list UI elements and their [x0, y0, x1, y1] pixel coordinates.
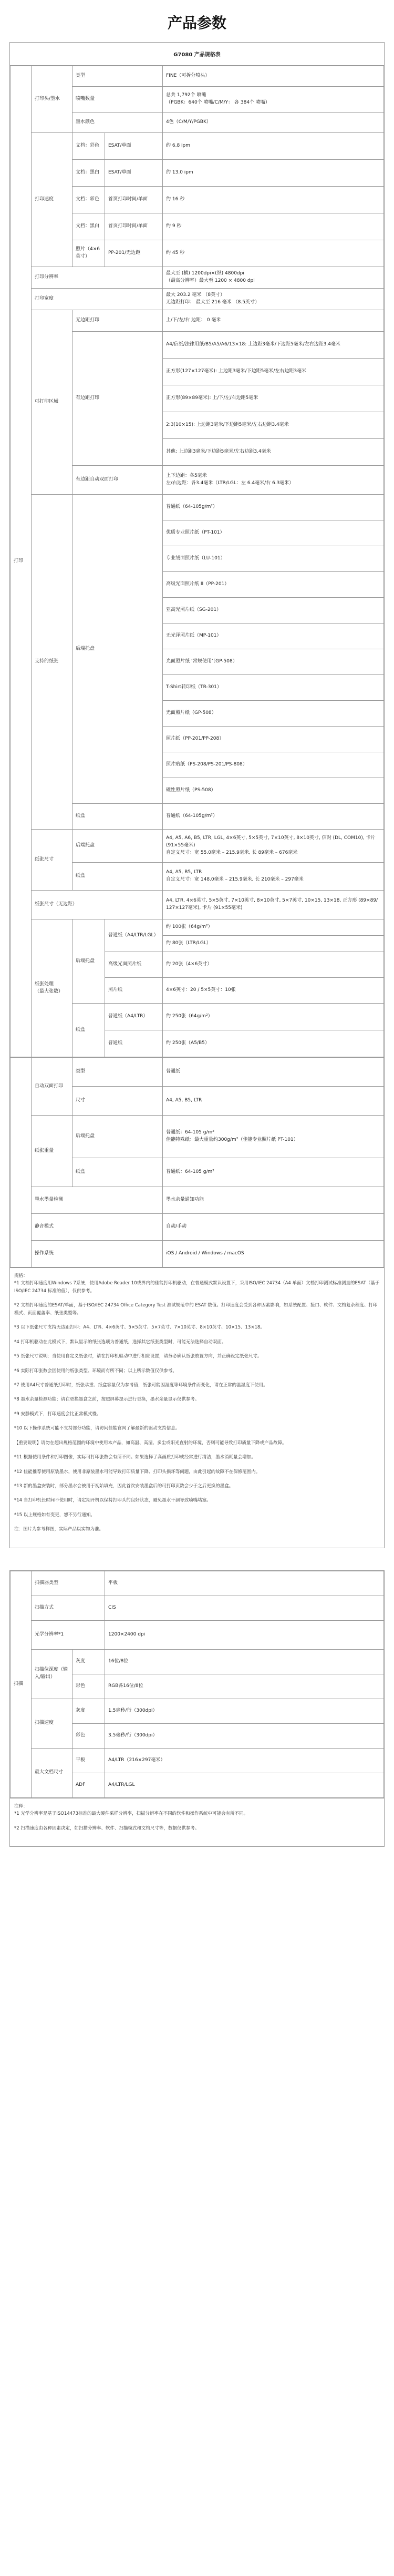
- row-value: 磁性照片纸（PS-508）: [163, 778, 384, 804]
- row-value: 约 80张（LTR/LGL）: [163, 936, 384, 952]
- row-value: A4/LTR（216×297毫米）: [105, 1748, 384, 1773]
- row-label: 文档：彩色: [72, 133, 105, 160]
- row-value: 平板: [105, 1571, 384, 1596]
- note: *12 佳能推荐使用原装墨水，使用非原装墨水可能导致打印质量下降、打印头损坏等问题，由此引起的故障不在保修范围内。: [14, 1469, 261, 1475]
- row-label: 喷嘴数量: [72, 87, 163, 113]
- row-sub-label: ESAT/单面: [105, 160, 163, 187]
- row-value: 约 6.8 ipm: [163, 133, 384, 160]
- row-label: 纸盒: [72, 863, 163, 891]
- row-value: 总共 1,792个 喷嘴 （PGBK：640个 喷嘴/C/M/Y： 各 384个 喷嘴）: [163, 87, 384, 113]
- group-media: 支持的纸张: [32, 495, 72, 830]
- row-value: 最大至 (横) 1200dpi×(纵) 4800dpi （最高分辨率）最大至 1200 × 4800 dpi: [163, 267, 384, 289]
- row-value: A4, A5, A6, B5, LTR, LGL, 4×6英寸, 5×5英寸, 7×10英寸, 8×10英寸, 信封 (DL, COM10), 卡片 (91×55毫米) 自定义尺寸：宽 55.0毫米 – 215.9毫米, 长 89毫米 – 676毫米: [163, 830, 384, 863]
- row-value: 约 250张（64g/m²）: [163, 1004, 384, 1030]
- row-value: 最大 203.2 毫米 （8英寸） 无边距打印： 最大至 216 毫米 （8.5英寸）: [163, 289, 384, 310]
- note: 规格： *1 文档打印速度用Windows 7系统，使用Adobe Reader 10或界内的佳能打印机驱动，在普通模式默认设置下，采用ISO/IEC 24734（A4 单面）文档打印测试标准测量的ESAT（基于ISO/IEC 24734 标准的值），仅供参考。: [14, 1273, 380, 1294]
- note: 注释： *1 光学分辨率是基于ISO14473标准的最大硬件采样分辨率，扫描分辨率在不同的软件和操作系统中可能会有所不同。: [14, 1803, 248, 1817]
- note: *8 墨水余量检测功能：请在更换墨盒之前，按照屏幕提示进行更换，墨水余量显示仅供参考。: [14, 1397, 200, 1403]
- row-value: 无光泽照片纸（MP-101）: [163, 623, 384, 649]
- row-value: iOS / Android / Windows / macOS: [163, 1241, 384, 1267]
- row-sub-label: ESAT/单面: [105, 133, 163, 160]
- group-paper-size: 纸张尺寸: [32, 830, 72, 891]
- note: *9 安静模式下，打印速度会比正常模式慢。: [14, 1411, 101, 1417]
- row-value: 专业绒面照片纸（LU-101）: [163, 546, 384, 572]
- note: *2 文档打印速度的ESAT/单面，基于ISO/IEC 24734 Office Category Test 测试规范中的 ESAT 数值。打印速度会受到各种因素影响，如系统配置、接口、软件、文档复杂程度、打印模式、页面覆盖率、纸张类型等。: [14, 1303, 378, 1316]
- row-value: RGB各16位/8位: [105, 1674, 384, 1699]
- note: *5 纸张尺寸说明：当使用自定义纸张时，请在打印机驱动中进行相应设置，请务必确认纸张放置方向，并正确设定纸张尺寸。: [14, 1354, 262, 1359]
- group-speed: 打印速度: [32, 133, 72, 267]
- group-capacity: 纸张处理 （最大张数）: [32, 919, 72, 1057]
- row-value: CIS: [105, 1596, 384, 1620]
- row-label: 打印宽度: [32, 289, 163, 310]
- row-value: 优质专业照片纸（PT-101）: [163, 520, 384, 546]
- row-sub-label: 首页打印时间/单面: [105, 187, 163, 213]
- row-value: 普通纸（64-105g/m²）: [163, 804, 384, 830]
- row-sub-label: 首页打印时间/单面: [105, 213, 163, 240]
- row-label: 平板: [72, 1748, 105, 1773]
- row-label: 打印分辨率: [32, 267, 163, 289]
- row-value: 上/下/左/右 边距： 0 毫米: [163, 310, 384, 332]
- row-value: 高级光面照片纸 II（PP-201）: [163, 572, 384, 598]
- scanner-spec-table: [9, 1570, 385, 1847]
- row-label: 灰度: [72, 1699, 105, 1723]
- row-label: 扫描器类型: [32, 1571, 105, 1596]
- row-value: A4/信纸/法律用纸/B5/A5/A6/13×18: 上边距3毫米/下边距5毫米/左右边距3.4毫米: [163, 332, 384, 359]
- row-value: 4×6英寸：20 / 5×5英寸：10张: [163, 978, 384, 1004]
- row-value: 其他: 上边距3毫米/下边距5毫米/左右边距3.4毫米: [163, 439, 384, 466]
- note: *2 扫描速度由各种因素决定，如扫描分辨率、软件、扫描模式和文档尺寸等，数据仅供参考。: [14, 1825, 200, 1831]
- row-value: 光面照片纸 ‘常规使用’（GP-508）: [163, 649, 384, 675]
- row-value: 约 20张（4×6英寸）: [163, 952, 384, 978]
- row-label: 有边距打印: [72, 332, 163, 466]
- row-sub-label: 普通纸（A4/LTR/LGL）: [105, 919, 163, 952]
- section-scan: 扫描: [11, 1571, 32, 1797]
- row-value: 正方形(89×89毫米): 上/下/左/右边距5毫米: [163, 385, 384, 412]
- row-value: 约 9 秒: [163, 213, 384, 240]
- note: *3 以下纸张尺寸支持无边距打印：A4、LTR、4×6英寸、5×5英寸、5×7英寸、7×10英寸、8×10英寸、10×15、13×18。: [14, 1325, 265, 1331]
- row-value: 普通纸：64-105 g/m²: [163, 1158, 384, 1187]
- row-label: 灰度: [72, 1649, 105, 1674]
- note: 注：图片为参考样图，实际产品以实物为准。: [14, 1527, 104, 1532]
- note: *14 当打印机长时间不使用时，请定期开机以保持打印头的良好状态，避免墨水干涸导致喷嘴堵塞。: [14, 1498, 211, 1504]
- note: *7 使用A4尺寸普通纸打印时，纸张承重、纸盒容量仅为参考值，纸张可能因湿度等环境条件而变化，请在正常的温湿度下使用。: [14, 1382, 268, 1388]
- note: *6 实际打印张数会因使用的纸张类型、环境而有所不同；以上所示数值仅供参考。: [14, 1368, 177, 1374]
- row-sub-label: 照片纸: [105, 978, 163, 1004]
- row-value: 约 45 秒: [163, 240, 384, 267]
- note: 【重要说明】请勿在超出规格范围的环境中使用本产品，如高温、高湿、多尘或阳光直射的环境，否则可能导致打印质量下降或产品故障。: [14, 1440, 287, 1446]
- note: *11 根据使用条件和打印图像，实际可打印张数会有所不同。如果选择了高画质打印或经常进行清洁，墨水消耗量会增加。: [14, 1455, 256, 1460]
- row-label: 文档：黑白: [72, 213, 105, 240]
- row-value: 自动/手动: [163, 1214, 384, 1241]
- row-label: 墨水颜色: [72, 113, 163, 133]
- group-printable-area: 可打印区域: [32, 310, 72, 495]
- row-label: 文档：彩色: [72, 187, 105, 213]
- row-label: 后端托盘: [72, 830, 163, 863]
- row-value: 照片贴纸（PS-208/PS-201/PS-808）: [163, 752, 384, 778]
- row-value: 约 13.0 ipm: [163, 160, 384, 187]
- row-label: 有边距自动双面打印: [72, 466, 163, 495]
- row-label: 类型: [72, 1058, 163, 1087]
- row-label: 无边距打印: [72, 310, 163, 332]
- row-label: 光学分辨率*1: [32, 1620, 105, 1649]
- row-value: 16位/8位: [105, 1649, 384, 1674]
- row-label: 墨水墨量检测: [32, 1187, 163, 1214]
- row-value: 普通纸（64-105g/m²）: [163, 495, 384, 520]
- note: *13 新的墨盒安装时，部分墨水会被用于初始填充，因此首次安装墨盒后的可打印页数会少于之后更换的墨盒。: [14, 1484, 234, 1489]
- row-value: 正方形(127×127毫米): 上边距3毫米/下边距5毫米/左右边距3毫米: [163, 359, 384, 385]
- group-max-doc: 最大文档尺寸: [32, 1748, 72, 1797]
- note: *15 以上规格如有变更，恕不另行通知。: [14, 1512, 95, 1518]
- row-value: 约 250张（A5/B5）: [163, 1030, 384, 1057]
- row-label: 尺寸: [72, 1087, 163, 1116]
- row-sub-label: 普通纸（A4/LTR）: [105, 1004, 163, 1030]
- row-value: 光面照片纸（GP-508）: [163, 701, 384, 727]
- row-label: ADF: [72, 1773, 105, 1797]
- row-value: 3.5毫秒/行（300dpi）: [105, 1723, 384, 1748]
- row-sub-label: PP-201/无边距: [105, 240, 163, 267]
- note: *4 打印机驱动在此模式下，默认显示的纸张选项为普通纸，选择其它纸张类型时，可能无法选择自动双面。: [14, 1339, 226, 1345]
- row-value: 墨水余量通知功能: [163, 1187, 384, 1214]
- row-value: A4, LTR, 4×6英寸, 5×5英寸, 7×10英寸, 8×10英寸, 5×7英寸, 10×15, 13×18, 正方形 (89×89/127×127毫米), 卡片 (91×55毫米): [163, 891, 384, 919]
- row-sub-label: 普通纸: [105, 1030, 163, 1057]
- row-label: 后端托盘: [72, 1116, 163, 1158]
- row-label: 后端托盘: [72, 495, 163, 804]
- row-label: 纸盒: [72, 1004, 105, 1057]
- row-label: 操作系统: [32, 1241, 163, 1267]
- row-label: 照片（4×6英寸）: [72, 240, 105, 267]
- row-value: A4/LTR/LGL: [105, 1773, 384, 1797]
- row-value: 普通纸：64-105 g/m² 佳能特殊纸：最大重量约300g/m²（佳能专业照片纸 PT-101）: [163, 1116, 384, 1158]
- row-value: 2:3(10×15): 上边距3毫米/下边距5毫米/左右边距3.4毫米: [163, 412, 384, 439]
- group-bit-depth: 扫描位深度（输入/输出）: [32, 1649, 72, 1699]
- page-title: 产品参数: [167, 14, 226, 32]
- row-label: 彩色: [72, 1723, 105, 1748]
- row-label: 纸盒: [72, 1158, 163, 1187]
- row-value: A4, A5, B5, LTR 自定义尺寸：宽 148.0毫米 – 215.9毫米, 长 210毫米 – 297毫米: [163, 863, 384, 891]
- row-value: 4色（C/M/Y/PGBK）: [163, 113, 384, 133]
- row-value: 1.5毫秒/行（300dpi）: [105, 1699, 384, 1723]
- row-value: 约 100张（64g/m²）: [163, 919, 384, 936]
- printer-spec-table: [9, 42, 385, 1548]
- row-value: 1200×2400 dpi: [105, 1620, 384, 1649]
- printer-notes: [10, 1267, 384, 1548]
- row-value: T-Shirt转印纸（TR-301）: [163, 675, 384, 701]
- row-label: 文档：黑白: [72, 160, 105, 187]
- row-value: 上下边距：各5毫米 左/右边距：各3.4毫米（LTR/LGL：左 6.4毫米/右 6.3毫米）: [163, 466, 384, 495]
- group-duplex: 自动双面打印: [32, 1058, 72, 1116]
- row-value: A4, A5, B5, LTR: [163, 1087, 384, 1116]
- row-label: 后端托盘: [72, 919, 105, 1004]
- group-weight: 纸张重量: [32, 1116, 72, 1187]
- row-value: 约 16 秒: [163, 187, 384, 213]
- row-sub-label: 高级光面照片纸: [105, 952, 163, 978]
- section-print-continued: [11, 1058, 32, 1267]
- row-label: 彩色: [72, 1674, 105, 1699]
- note: *10 以下操作系统可能不支持部分功能，请访问佳能官网了解最新的驱动支持信息。: [14, 1426, 180, 1432]
- row-label: 类型: [72, 66, 163, 87]
- row-label: 扫描方式: [32, 1596, 105, 1620]
- spec-title: G7080 产品规格表: [10, 43, 384, 66]
- group-scan-speed: 扫描速度: [32, 1699, 72, 1748]
- row-value: FINE（可拆分喷头）: [163, 66, 384, 87]
- row-label: 纸张尺寸（无边距）: [32, 891, 163, 919]
- row-value: 亚高光照片纸（SG-201）: [163, 598, 384, 623]
- scanner-notes: [10, 1798, 384, 1846]
- row-label: 静音模式: [32, 1214, 163, 1241]
- row-label: 纸盒: [72, 804, 163, 830]
- section-print: 打印: [11, 66, 32, 1057]
- row-value: 照片纸（PP-201/PP-208）: [163, 727, 384, 752]
- row-value: 普通纸: [163, 1058, 384, 1087]
- group-head: 打印头/墨水: [32, 66, 72, 133]
